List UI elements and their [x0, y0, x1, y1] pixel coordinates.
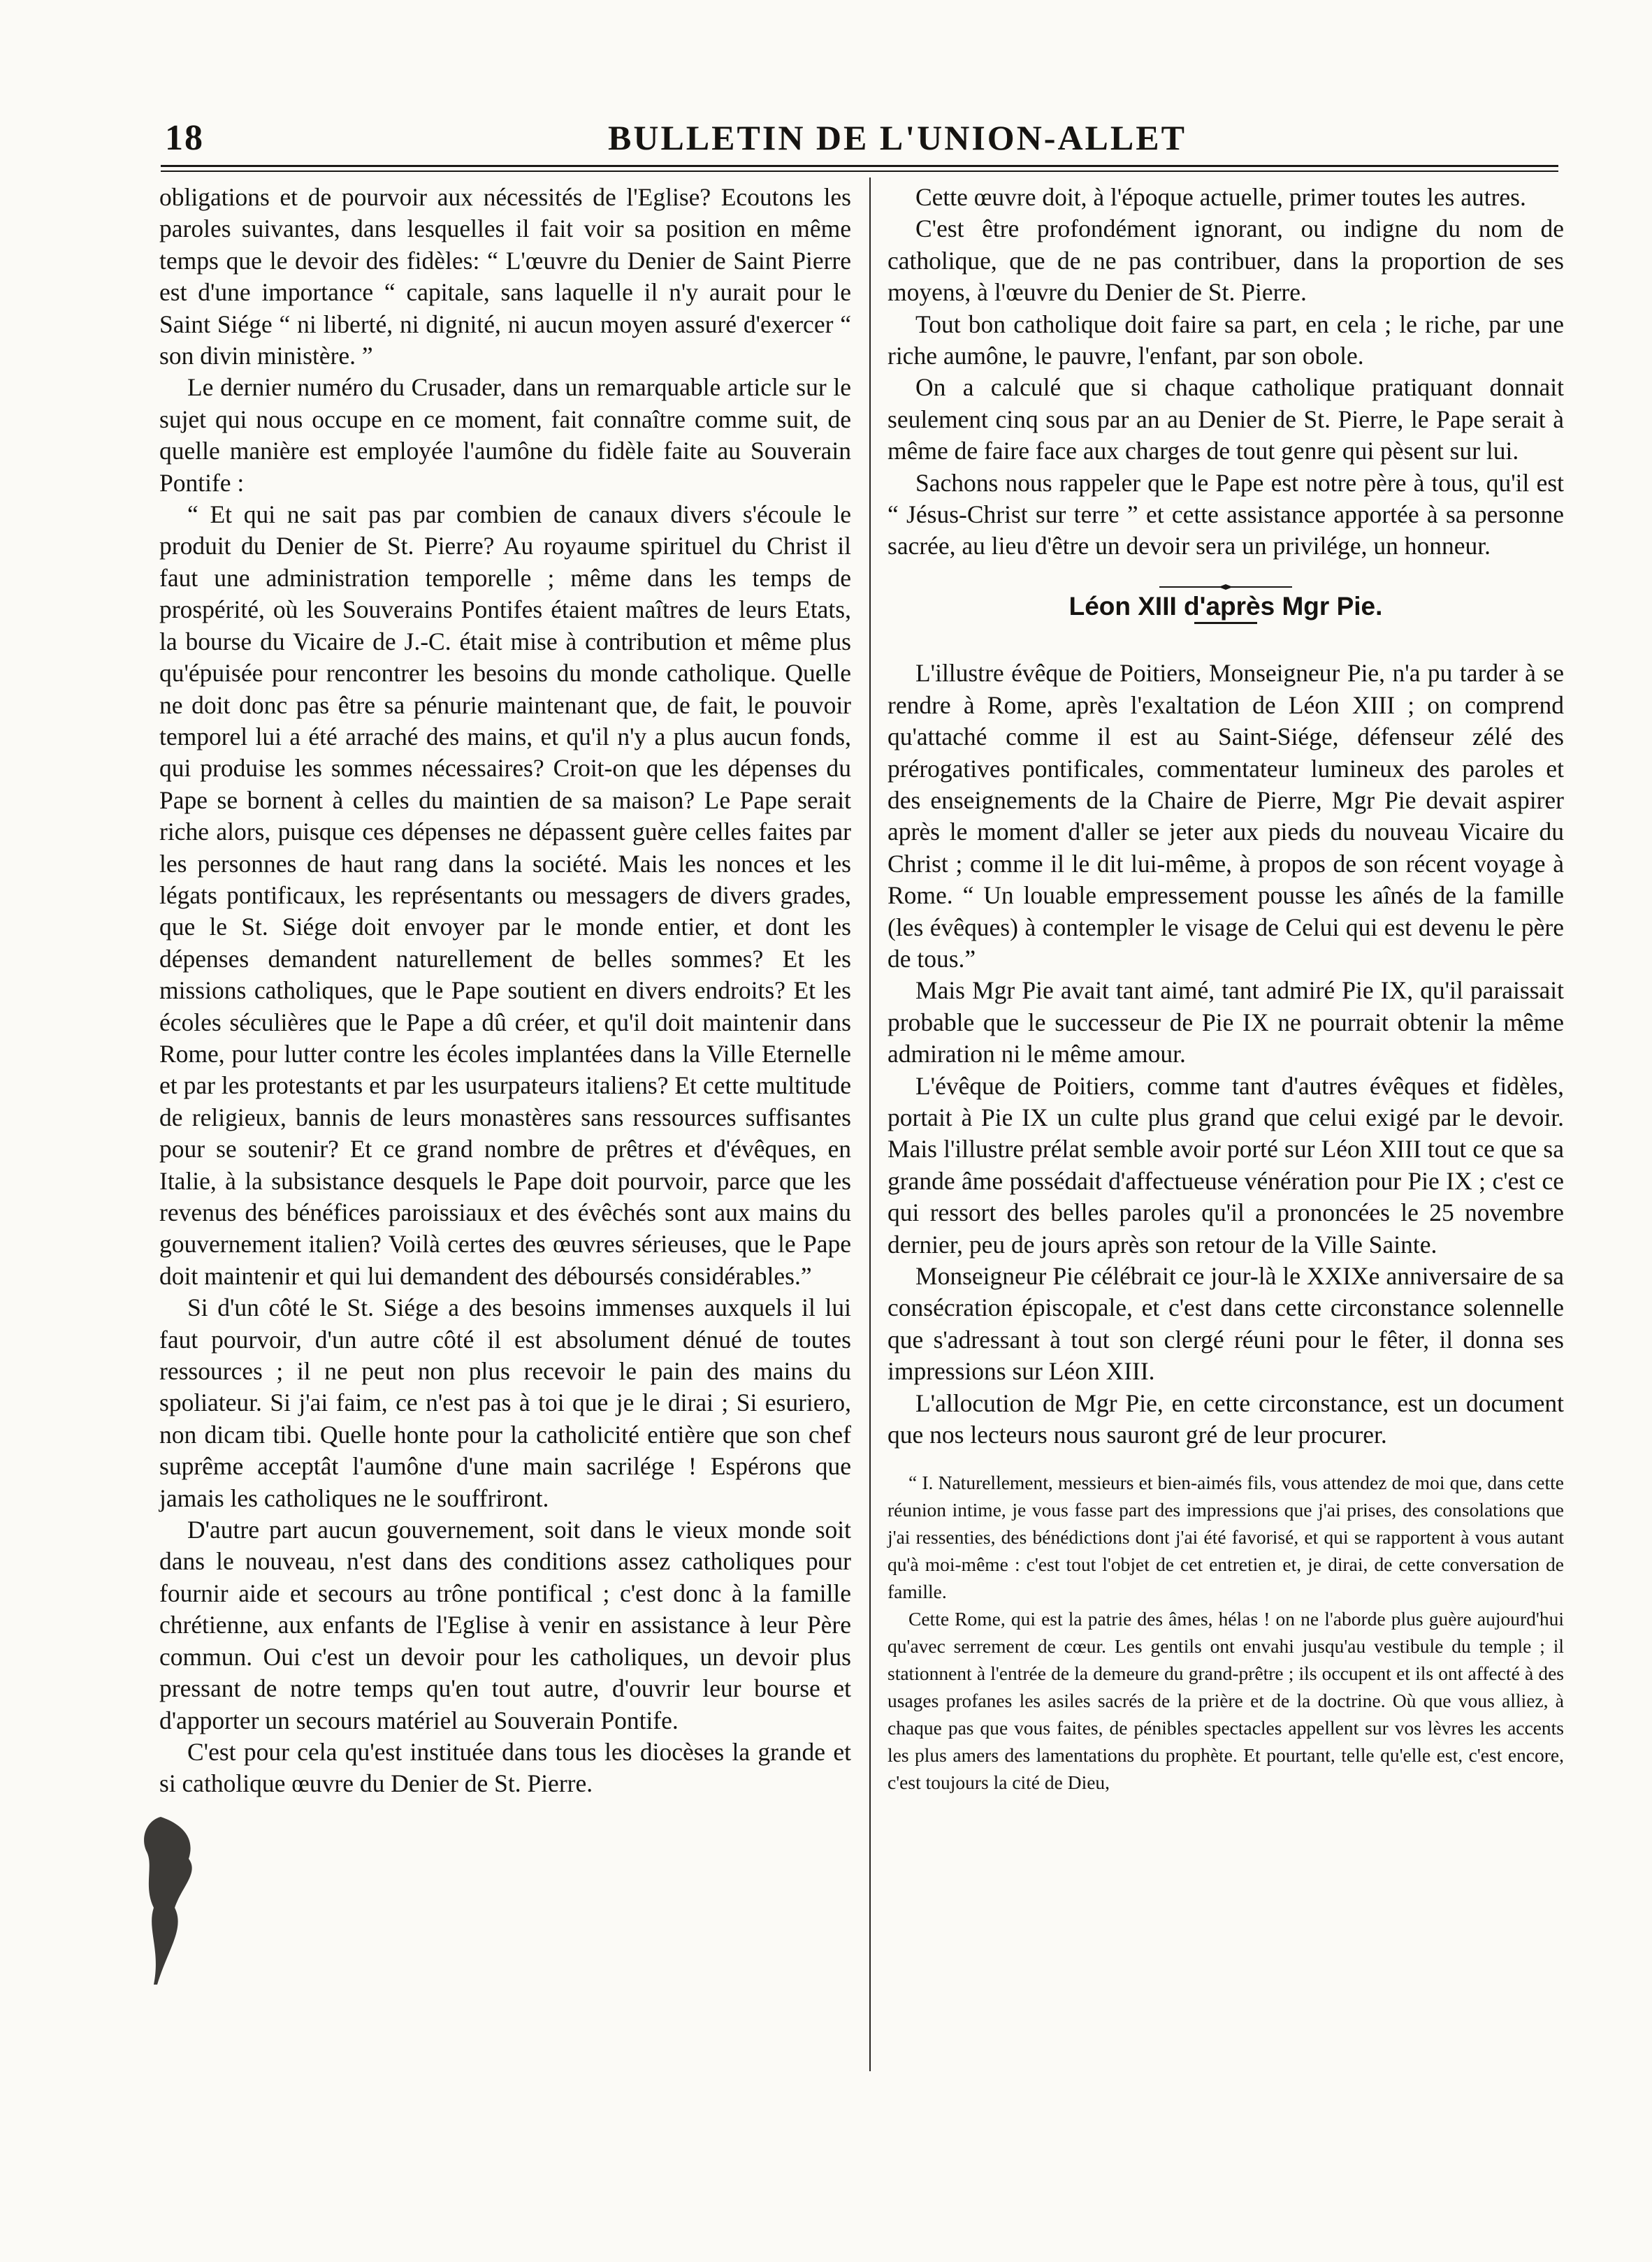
right-paragraph: Tout bon catholique doit faire sa part, en cela ; le riche, par une riche aumône, le pauvre, l'enfant, par son obole.	[887, 310, 1564, 370]
left-paragraph: Le dernier numéro du Crusader, dans un remarquable article sur le sujet qui nous occupe en ce moment, fait connaître comme suit, de quelle manière est employée l'aumône du fidèle faite au Souverain Pontife :	[159, 373, 851, 497]
section-ornament	[1159, 583, 1292, 590]
section-paragraph: L'évêque de Poitiers, comme tant d'autres évêques et fidèles, portait à Pie IX un culte plus grand que celui exigé par le devoir. Mais l'illustre prélat semble avoir porté sur Léon XIII tout ce que sa grande âme possédait d'affectueuse vénération pour Pie IX ; c'est ce qui ressort des belles paroles qu'il a prononcées le 25 novembre dernier, peu de jours après son retour de la Ville Sainte.	[887, 1071, 1564, 1259]
left-paragraph: obligations et de pourvoir aux nécessités de l'Eglise? Ecoutons les paroles suivantes, dans lesquelles il fait voir sa position en même temps que le devoir des fidèles: “ L'œuvre du Denier de Saint Pierre est d'une importance “ capitale, sans laquelle il n'y aurait pour le Saint Siége “ ni liberté, ni dignité, ni aucun moyen assuré d'exercer “ son divin ministère. ”	[159, 183, 851, 370]
section-heading: Léon XIII d'après Mgr Pie.	[1068, 591, 1383, 621]
quoted-allocution	[887, 1469, 1564, 1796]
heading-rule	[1194, 622, 1257, 624]
right-paragraph: C'est être profondément ignorant, ou indigne du nom de catholique, que de ne pas contribuer, dans la proportion de ses moyens, à l'œuvre du Denier de St. Pierre.	[887, 215, 1564, 307]
running-title: BULLETIN DE L'UNION-ALLET	[608, 118, 1187, 157]
header-rule	[161, 165, 1558, 167]
left-paragraph: C'est pour cela qu'est instituée dans tous les diocèses la grande et si catholique œuvre du Denier de St. Pierre.	[159, 1737, 851, 1798]
left-paragraph: Si d'un côté le St. Siége a des besoins immenses auxquels il lui faut pourvoir, d'un autre côté il est absolument dénué de toutes ressources ; il ne peut non plus recevoir le pain des mains du spoliateur. Si j'ai faim, ce n'est pas à toi que je le dirai ; Si esuriero, non dicam tibi. Quelle honte pour la catholicité entière que son chef suprême acceptât l'aumône d'une main sacrilége ! Espérons que jamais les catholiques ne le souffriront.	[159, 1293, 851, 1512]
section-paragraph: Mais Mgr Pie avait tant aimé, tant admiré Pie IX, qu'il paraissait probable que le successeur de Pie IX ne pourrait obtenir la même admiration ni le même amour.	[887, 976, 1564, 1068]
section-paragraph: Monseigneur Pie célébrait ce jour-là le XXIXe anniversaire de sa consécration épiscopale, et c'est dans cette circonstance solennelle que s'adressant à tout son clergé réuni pour le fêter, il donna ses impressions sur Léon XIII.	[887, 1262, 1564, 1386]
quoted-paragraph: “ I. Naturellement, messieurs et bien-aimés fils, vous attendez de moi que, dans cette réunion intime, je vous fasse part des impressions que j'ai prises, des consolations que j'ai ressenties, des bénédictions dont j'ai été favorisé, et qui se rapportent à vous autant qu'à moi-même : c'est tout l'objet de cet entretien et, je dirai, de cette conversation de famille.	[887, 1472, 1564, 1603]
left-paragraph: D'autre part aucun gouvernement, soit dans le vieux monde soit dans le nouveau, n'est dans des conditions assez catholiques pour fournir aide et secours au trône pontifical ; c'est donc à la famille chrétienne, aux enfants de l'Eglise à venir en assistance à leur Père commun. Oui c'est un devoir pour les catholiques, un devoir plus pressant de notre temps qu'en tout autre, d'ouvrir leur bourse et d'apporter un secours matériel au Souverain Pontife.	[159, 1516, 851, 1734]
quoted-paragraph: Cette Rome, qui est la patrie des âmes, hélas ! on ne l'aborde plus guère aujourd'hui qu'avec serrement de cœur. Les gentils ont envahi jusqu'au vestibule du temple ; il stationnent à l'entrée de la demeure du grand-prêtre ; ils occupent et ils ont affecté à des usages profanes les asiles sacrés de la prière et de la doctrine. Où que vous alliez, à chaque pas que vous faites, de pénibles spectacles appellent sur vos lèvres les accents les plus amers des lamentations du prophète. Et pourtant, telle qu'elle est, c'est encore, c'est toujours la cité de Dieu,	[887, 1608, 1564, 1794]
right-paragraph: Sachons nous rappeler que le Pape est notre père à tous, qu'il est “ Jésus-Christ sur terre ” et cette assistance apportée à sa personne sacrée, au lieu d'être un devoir sera un privilége, un honneur.	[887, 468, 1564, 560]
right-paragraph: Cette œuvre doit, à l'époque actuelle, primer toutes les autres.	[915, 183, 1526, 211]
ink-stain	[133, 1810, 217, 1992]
right-column	[887, 182, 1564, 1796]
header-rule-secondary	[161, 171, 1558, 172]
left-paragraph: “ Et qui ne sait pas par combien de canaux divers s'écoule le produit du Denier de St. Pierre? Au royaume spirituel du Christ il faut une administration temporelle ; même dans les temps de prospérité, où les Souverains Pontifes étaient maîtres de leurs Etats, la bourse du Vicaire de J.-C. était mise à contribution et même plus qu'épuisée pour rencontrer les besoins du monde catholique. Quelle ne doit donc pas être sa pénurie maintenant que, de fait, le pouvoir temporel lui a été arraché des mains, et qu'il n'y a plus aucun fonds, qui produise les sommes nécessaires? Croit-on que les dépenses du Pape se bornent à celles du maintien de sa maison? Le Pape serait riche alors, puisque ces dépenses ne dépassent guère celles faites par les personnes de haut rang dans la société. Mais les nonces et les légats pontificaux, les représentants ou messagers de divers grades, que le St. Siége doit envoyer par le monde entier, et dont les dépenses demandent naturellement de belles sommes? Et les missions catholiques, que le Pape soutient en divers endroits? Et les écoles séculières que le Pape a dû créer, et qu'il doit maintenir dans Rome, pour lutter contre les écoles implantées dans la Ville Eternelle et par les protestants et par les usurpateurs italiens? Et cette multitude de religieux, bannis de leurs monastères sans ressources suffisantes pour se soutenir? Et ce grand nombre de prêtres et d'évêques, en Italie, à la subsistance desquels le Pape doit pourvoir, parce que les revenus des bénéfices paroissiaux et des évêchés sont aux mains du gouvernement italien? Voilà certes des œuvres sérieuses, que le Pape doit maintenir et qui lui demandent des déboursés considérables.”	[159, 500, 851, 1290]
right-paragraph: On a calculé que si chaque catholique pratiquant donnait seulement cinq sous par an au Denier de St. Pierre, le Pape serait à même de faire face aux charges de tout genre qui pèsent sur lui.	[887, 373, 1564, 465]
section-paragraph: L'illustre évêque de Poitiers, Monseigneur Pie, n'a pu tarder à se rendre à Rome, après l'exaltation de Léon XIII ; on comprend qu'attaché comme il est au Saint-Siége, défenseur zélé des prérogatives pontificales, commentateur lumineux des paroles et des enseignements de la Chaire de Pierre, Mgr Pie devait aspirer après le moment d'aller se jeter aux pieds du nouveau Vicaire du Christ ; comme il le dit lui-même, à propos de son récent voyage à Rome. “ Un louable empressement pousse les aînés de la famille (les évêques) à contempler le visage de Celui qui est devenu le père de tous.”	[887, 659, 1564, 973]
left-column	[159, 182, 851, 1800]
column-separator	[869, 177, 871, 2071]
page-number: 18	[165, 118, 204, 158]
section-paragraph: L'allocution de Mgr Pie, en cette circonstance, est un document que nos lecteurs nous sauront gré de leur procurer.	[887, 1389, 1564, 1449]
